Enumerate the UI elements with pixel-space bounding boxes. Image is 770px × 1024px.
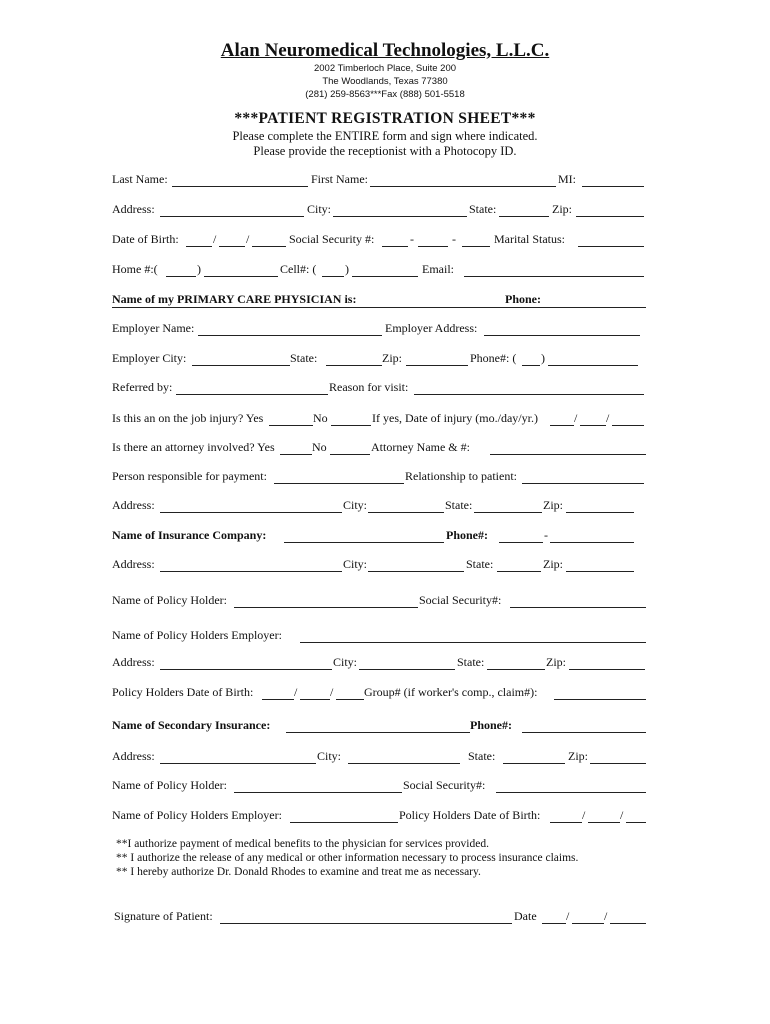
mi-label: MI: bbox=[558, 172, 576, 186]
zip-label: Zip: bbox=[543, 498, 563, 512]
attorney-name-field[interactable] bbox=[490, 454, 646, 455]
ssn-dash: - bbox=[452, 232, 456, 246]
ssn-label: Social Security #: bbox=[289, 232, 375, 246]
city-label: City: bbox=[317, 749, 342, 763]
row-signature bbox=[112, 907, 646, 927]
employer-city-label: Employer City: bbox=[112, 351, 187, 365]
row-job-injury bbox=[112, 409, 646, 429]
authorization-release: ** I authorize the release of any medical or other information necessary to process insurance claims. bbox=[116, 852, 579, 864]
policy-employer-label: Name of Policy Holders Employer: bbox=[112, 628, 282, 642]
injury-day-field[interactable] bbox=[580, 425, 606, 426]
responsible-label: Person responsible for payment: bbox=[112, 469, 267, 483]
zip-label: Zip: bbox=[543, 557, 563, 571]
group-label: Group# (if worker's comp., claim#): bbox=[364, 685, 538, 699]
state-label: State: bbox=[445, 498, 473, 512]
policy-city-field[interactable] bbox=[359, 669, 455, 670]
last-name-field[interactable] bbox=[172, 186, 308, 187]
row-secondary-insurance bbox=[112, 716, 646, 736]
date-slash: / bbox=[294, 685, 298, 699]
dob-label: Date of Birth: bbox=[112, 232, 179, 246]
city-label: City: bbox=[307, 202, 332, 216]
address-label: Address: bbox=[112, 202, 155, 216]
row-responsible-address bbox=[112, 496, 646, 516]
policy-dob-month-field[interactable] bbox=[262, 699, 294, 700]
secondary-insurance-field[interactable] bbox=[286, 732, 470, 733]
date-slash: / bbox=[574, 411, 578, 425]
company-phone-fax: (281) 259-8563***Fax (888) 501-5518 bbox=[305, 89, 465, 100]
date-slash: / bbox=[604, 909, 608, 923]
pcp-label: Name of my PRIMARY CARE PHYSICIAN is: bbox=[112, 292, 357, 306]
dob-year-field[interactable] bbox=[252, 246, 286, 247]
employer-state-label: State: bbox=[290, 351, 318, 365]
company-name: Alan Neuromedical Technologies, L.L.C. bbox=[220, 40, 550, 61]
zip-label: Zip: bbox=[552, 202, 572, 216]
insurance-phone-part2-field[interactable] bbox=[550, 542, 634, 543]
ssn-part3-field[interactable] bbox=[462, 246, 490, 247]
date-slash: / bbox=[620, 808, 624, 822]
attorney-no-label: No bbox=[312, 440, 327, 454]
referred-by-label: Referred by: bbox=[112, 380, 173, 394]
secondary-policy-holder-field[interactable] bbox=[234, 792, 402, 793]
address-field[interactable] bbox=[160, 216, 304, 217]
home-phone-label: Home #:( bbox=[112, 262, 158, 276]
authorization-payment: **I authorize payment of medical benefits to the physician for services provided. bbox=[116, 838, 489, 850]
secondary-zip-field[interactable] bbox=[590, 763, 646, 764]
date-slash: / bbox=[606, 411, 610, 425]
first-name-label: First Name: bbox=[311, 172, 368, 186]
employer-area-code-field[interactable] bbox=[522, 365, 540, 366]
company-address-line1: 2002 Timberloch Place, Suite 200 bbox=[313, 63, 457, 74]
row-insurance-address bbox=[112, 555, 646, 575]
city-label: City: bbox=[343, 498, 368, 512]
employer-phone-field[interactable] bbox=[548, 365, 638, 366]
policy-dob-day-field[interactable] bbox=[300, 699, 330, 700]
job-injury-no-label: No bbox=[313, 411, 328, 425]
row-patient-address bbox=[112, 200, 646, 220]
relationship-label: Relationship to patient: bbox=[405, 469, 517, 483]
pcp-field[interactable] bbox=[112, 307, 646, 308]
employer-address-field[interactable] bbox=[484, 335, 640, 336]
row-policy-holder bbox=[112, 591, 646, 611]
ssn-dash: - bbox=[410, 232, 414, 246]
insurance-company-label: Name of Insurance Company: bbox=[112, 528, 267, 542]
referred-by-field[interactable] bbox=[176, 394, 328, 395]
policy-employer-field[interactable] bbox=[300, 642, 646, 643]
insurance-address-field[interactable] bbox=[160, 571, 342, 572]
date-slash: / bbox=[582, 808, 586, 822]
instruction-complete: Please complete the ENTIRE form and sign where indicated. bbox=[232, 129, 538, 143]
row-referral bbox=[112, 378, 646, 398]
dob-month-field[interactable] bbox=[186, 246, 212, 247]
address-label: Address: bbox=[112, 655, 155, 669]
address-label: Address: bbox=[112, 749, 155, 763]
cell-phone-field[interactable] bbox=[352, 276, 418, 277]
company-address-line2: The Woodlands, Texas 77380 bbox=[322, 76, 448, 87]
policy-dob-year-field[interactable] bbox=[336, 699, 364, 700]
row-secondary-policy-holder bbox=[112, 776, 646, 796]
responsible-field[interactable] bbox=[274, 483, 404, 484]
row-insurance-company bbox=[112, 526, 646, 546]
state-label: State: bbox=[466, 557, 494, 571]
pcp-phone-label: Phone: bbox=[505, 292, 541, 306]
signature-date-year-field[interactable] bbox=[610, 923, 646, 924]
secondary-state-field[interactable] bbox=[503, 763, 565, 764]
policy-dob-label: Policy Holders Date of Birth: bbox=[112, 685, 254, 699]
policy-holder-field[interactable] bbox=[234, 607, 418, 608]
home-phone-field[interactable] bbox=[204, 276, 278, 277]
mi-field[interactable] bbox=[582, 186, 644, 187]
signature-date-label: Date bbox=[514, 909, 537, 923]
employer-name-label: Employer Name: bbox=[112, 321, 195, 335]
row-attorney bbox=[112, 438, 646, 458]
row-dob-ssn bbox=[112, 230, 646, 250]
state-label: State: bbox=[469, 202, 497, 216]
employer-zip-field[interactable] bbox=[406, 365, 468, 366]
secondary-ssn-field[interactable] bbox=[496, 792, 646, 793]
attorney-yes-field[interactable] bbox=[280, 454, 312, 455]
secondary-phone-label: Phone#: bbox=[470, 718, 512, 732]
row-patient-name bbox=[112, 170, 646, 190]
secondary-city-field[interactable] bbox=[348, 763, 460, 764]
address-label: Address: bbox=[112, 557, 155, 571]
dob-slash: / bbox=[213, 232, 217, 246]
employer-state-field[interactable] bbox=[326, 365, 382, 366]
paren-close: ) bbox=[541, 351, 545, 365]
zip-field[interactable] bbox=[576, 216, 644, 217]
row-primary-care-physician bbox=[112, 290, 646, 310]
secondary-phone-field[interactable] bbox=[522, 732, 646, 733]
state-label: State: bbox=[457, 655, 485, 669]
job-injury-no-field[interactable] bbox=[331, 425, 371, 426]
cell-phone-label: Cell#: ( bbox=[280, 262, 317, 276]
insurance-phone-label: Phone#: bbox=[446, 528, 488, 542]
row-policy-employer bbox=[112, 626, 646, 646]
responsible-zip-field[interactable] bbox=[566, 512, 634, 513]
date-slash: / bbox=[566, 909, 570, 923]
marital-label: Marital Status: bbox=[494, 232, 565, 246]
row-secondary-policy-employer bbox=[112, 806, 646, 826]
policy-dob-label: Policy Holders Date of Birth: bbox=[399, 808, 541, 822]
zip-label: Zip: bbox=[546, 655, 566, 669]
city-field[interactable] bbox=[333, 216, 467, 217]
first-name-field[interactable] bbox=[370, 186, 556, 187]
employer-phone-label: Phone#: ( bbox=[470, 351, 517, 365]
insurance-state-field[interactable] bbox=[497, 571, 541, 572]
insurance-city-field[interactable] bbox=[368, 571, 464, 572]
group-field[interactable] bbox=[554, 699, 646, 700]
injury-month-field[interactable] bbox=[550, 425, 574, 426]
row-contact bbox=[112, 260, 646, 280]
employer-name-field[interactable] bbox=[198, 335, 382, 336]
secondary-address-field[interactable] bbox=[160, 763, 316, 764]
social-security-label: Social Security#: bbox=[419, 593, 502, 607]
email-field[interactable] bbox=[464, 276, 644, 277]
relationship-field[interactable] bbox=[522, 483, 644, 484]
row-employer bbox=[112, 319, 646, 339]
city-label: City: bbox=[333, 655, 358, 669]
secondary-dob-day-field[interactable] bbox=[588, 822, 620, 823]
home-area-code-field[interactable] bbox=[166, 276, 196, 277]
last-name-label: Last Name: bbox=[112, 172, 168, 186]
policy-zip-field[interactable] bbox=[569, 669, 645, 670]
row-policy-address bbox=[112, 653, 646, 673]
signature-date-day-field[interactable] bbox=[572, 923, 604, 924]
employer-city-field[interactable] bbox=[192, 365, 290, 366]
phone-dash: - bbox=[544, 528, 548, 542]
instruction-photo-id: Please provide the receptionist with a Photocopy ID. bbox=[253, 144, 517, 158]
dob-day-field[interactable] bbox=[219, 246, 245, 247]
email-label: Email: bbox=[422, 262, 454, 276]
signature-label: Signature of Patient: bbox=[114, 909, 213, 923]
policy-holder-ssn-field[interactable] bbox=[510, 607, 646, 608]
responsible-city-field[interactable] bbox=[368, 512, 444, 513]
attorney-name-label: Attorney Name & #: bbox=[371, 440, 470, 454]
job-injury-label: Is this an on the job injury? Yes bbox=[112, 411, 264, 425]
policy-address-field[interactable] bbox=[160, 669, 332, 670]
policy-holder-label: Name of Policy Holder: bbox=[112, 593, 227, 607]
form-title: ***PATIENT REGISTRATION SHEET*** bbox=[234, 110, 536, 127]
secondary-policy-employer-field[interactable] bbox=[290, 822, 398, 823]
employer-zip-label: Zip: bbox=[382, 351, 402, 365]
responsible-state-field[interactable] bbox=[474, 512, 542, 513]
paren-close: ) bbox=[345, 262, 349, 276]
policy-state-field[interactable] bbox=[487, 669, 545, 670]
signature-date-month-field[interactable] bbox=[542, 923, 566, 924]
signature-field[interactable] bbox=[220, 923, 512, 924]
secondary-dob-year-field[interactable] bbox=[626, 822, 646, 823]
paren-close: ) bbox=[197, 262, 201, 276]
reason-label: Reason for visit: bbox=[329, 380, 409, 394]
authorization-treatment: ** I hereby authorize Dr. Donald Rhodes to examine and treat me as necessary. bbox=[116, 866, 481, 878]
policy-holder-label: Name of Policy Holder: bbox=[112, 778, 227, 792]
employer-address-label: Employer Address: bbox=[385, 321, 478, 335]
address-label: Address: bbox=[112, 498, 155, 512]
social-security-label: Social Security#: bbox=[403, 778, 486, 792]
state-label: State: bbox=[468, 749, 496, 763]
row-employer-city bbox=[112, 349, 646, 369]
attorney-no-field[interactable] bbox=[330, 454, 370, 455]
insurance-phone-part1-field[interactable] bbox=[499, 542, 543, 543]
insurance-company-field[interactable] bbox=[284, 542, 444, 543]
secondary-insurance-label: Name of Secondary Insurance: bbox=[112, 718, 271, 732]
dob-slash: / bbox=[246, 232, 250, 246]
attorney-question-label: Is there an attorney involved? Yes bbox=[112, 440, 275, 454]
city-label: City: bbox=[343, 557, 368, 571]
responsible-address-field[interactable] bbox=[160, 512, 342, 513]
ssn-part2-field[interactable] bbox=[418, 246, 448, 247]
row-secondary-address bbox=[112, 747, 646, 767]
injury-date-label: If yes, Date of injury (mo./day/yr.) bbox=[372, 411, 538, 425]
row-responsible-party bbox=[112, 467, 646, 487]
date-slash: / bbox=[330, 685, 334, 699]
job-injury-yes-field[interactable] bbox=[269, 425, 313, 426]
row-policy-dob-group bbox=[112, 683, 646, 703]
reason-field[interactable] bbox=[414, 394, 644, 395]
cell-area-code-field[interactable] bbox=[322, 276, 344, 277]
zip-label: Zip: bbox=[568, 749, 588, 763]
policy-employer-label: Name of Policy Holders Employer: bbox=[112, 808, 282, 822]
ssn-part1-field[interactable] bbox=[382, 246, 408, 247]
state-field[interactable] bbox=[499, 216, 549, 217]
injury-year-field[interactable] bbox=[612, 425, 644, 426]
insurance-zip-field[interactable] bbox=[566, 571, 634, 572]
secondary-dob-month-field[interactable] bbox=[550, 822, 582, 823]
marital-field[interactable] bbox=[578, 246, 644, 247]
